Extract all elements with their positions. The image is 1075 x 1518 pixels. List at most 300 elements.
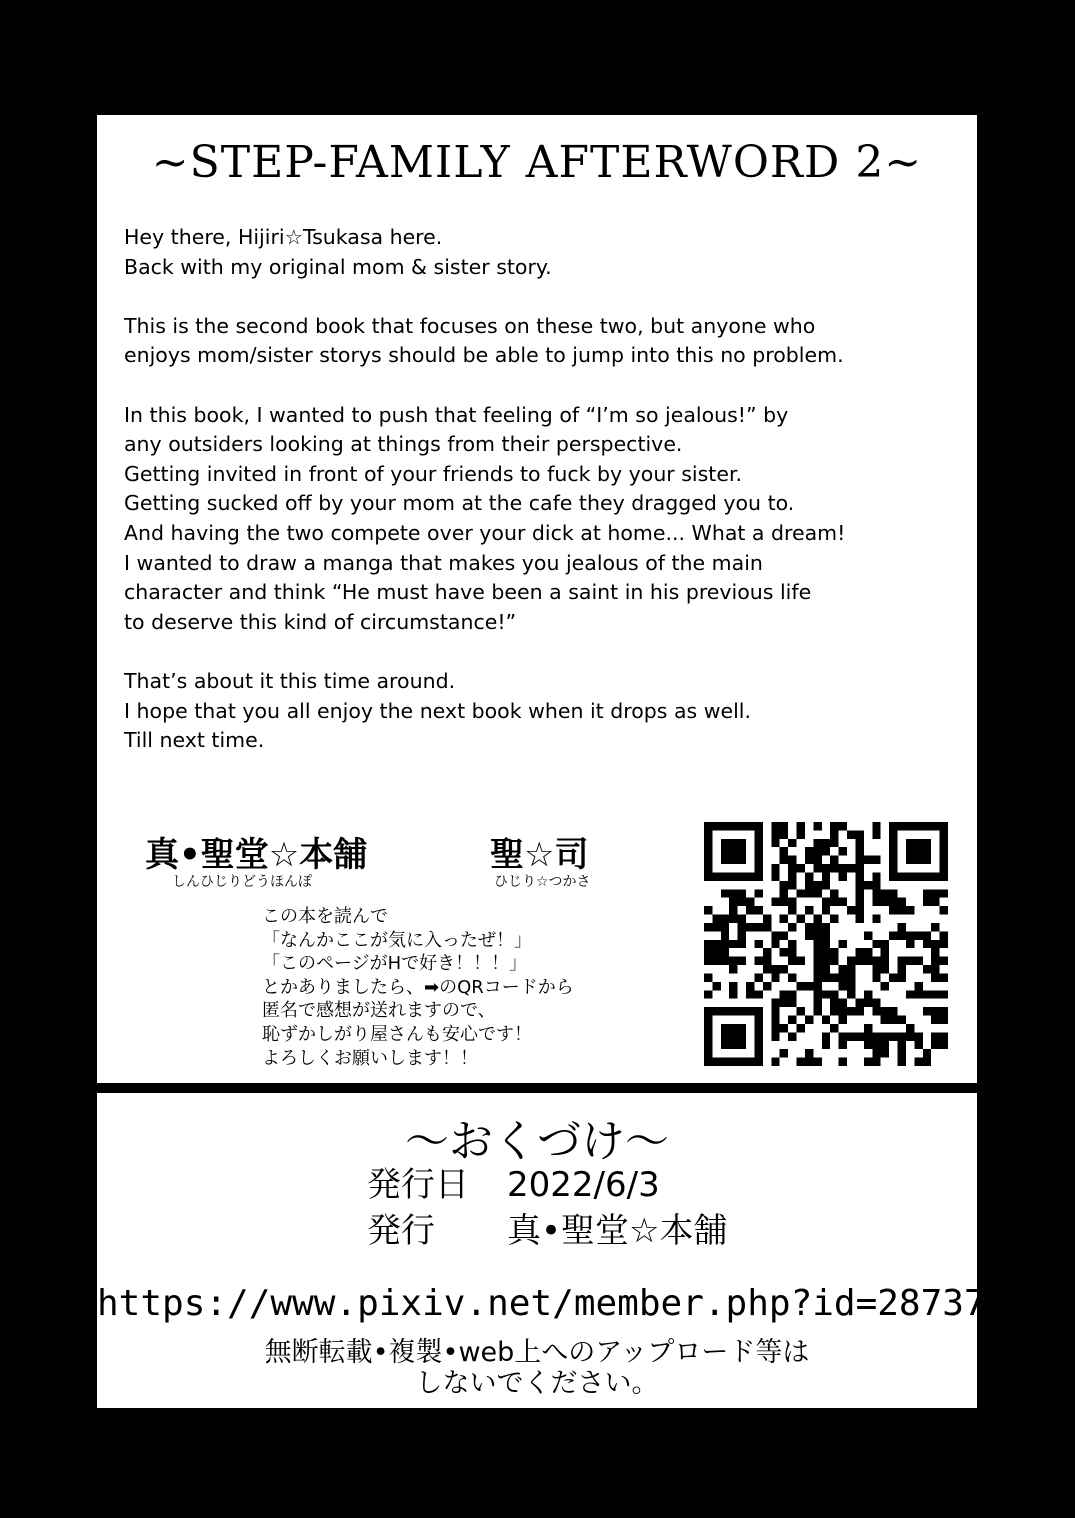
qr-module (771, 965, 779, 973)
qr-module (914, 1041, 922, 1049)
qr-module (754, 1016, 762, 1024)
qr-module (704, 1041, 712, 1049)
qr-module (830, 864, 838, 872)
qr-module (931, 940, 939, 948)
qr-module (754, 906, 762, 914)
qr-module (898, 906, 906, 914)
qr-module (763, 923, 771, 931)
qr-module (788, 881, 796, 889)
qr-module (923, 1058, 931, 1066)
qr-module (780, 990, 788, 998)
paragraph-2 (124, 312, 954, 371)
qr-module (898, 1041, 906, 1049)
qr-module (864, 1041, 872, 1049)
qr-module (830, 957, 838, 965)
qr-module (721, 948, 729, 956)
qr-module (889, 906, 897, 914)
qr-module (830, 839, 838, 847)
qr-module (822, 965, 830, 973)
qr-code-icon[interactable] (704, 822, 948, 1066)
qr-module (940, 973, 948, 981)
qr-module (738, 931, 746, 939)
qr-module (839, 999, 847, 1007)
qr-module (721, 1041, 729, 1049)
message-line: この本を読んで (262, 906, 388, 927)
qr-module (864, 881, 872, 889)
qr-module (754, 822, 762, 830)
qr-module (780, 898, 788, 906)
qr-module (822, 1016, 830, 1024)
qr-module (830, 948, 838, 956)
qr-module (780, 915, 788, 923)
qr-module (721, 839, 729, 847)
qr-module (822, 881, 830, 889)
qr-module (822, 872, 830, 880)
qr-module (754, 872, 762, 880)
qr-module (923, 847, 931, 855)
qr-module (746, 1058, 754, 1066)
qr-module (940, 847, 948, 855)
qr-module (771, 1007, 779, 1015)
qr-module (839, 940, 847, 948)
qr-module (839, 1058, 847, 1066)
qr-module (721, 856, 729, 864)
qr-module (813, 923, 821, 931)
qr-module (847, 957, 855, 965)
qr-module (931, 923, 939, 931)
body-line: I hope that you all enjoy the next book when it drops as well. (124, 698, 752, 723)
qr-module (788, 839, 796, 847)
qr-module (704, 856, 712, 864)
qr-module (813, 915, 821, 923)
qr-module (788, 948, 796, 956)
qr-module (881, 1041, 889, 1049)
qr-module (839, 982, 847, 990)
qr-module (738, 889, 746, 897)
qr-module (704, 830, 712, 838)
qr-module (855, 847, 863, 855)
qr-module (940, 957, 948, 965)
qr-module (872, 957, 880, 965)
qr-module (914, 990, 922, 998)
qr-module (771, 940, 779, 948)
qr-module (729, 1007, 737, 1015)
qr-module (813, 973, 821, 981)
qr-module (704, 1058, 712, 1066)
message-line: 「なんかここが気に入ったぜ！」 (262, 929, 532, 951)
qr-module (839, 1041, 847, 1049)
qr-module (754, 856, 762, 864)
qr-module (889, 830, 897, 838)
qr-module (704, 990, 712, 998)
qr-module (813, 1007, 821, 1015)
qr-module (788, 872, 796, 880)
qr-module (872, 1041, 880, 1049)
qr-module (738, 856, 746, 864)
qr-module (889, 973, 897, 981)
qr-module (914, 931, 922, 939)
qr-module (847, 965, 855, 973)
qr-module (847, 830, 855, 838)
qr-module (729, 1058, 737, 1066)
colophon-panel (97, 1093, 986, 1408)
qr-module (788, 906, 796, 914)
qr-module (822, 1041, 830, 1049)
qr-module (813, 839, 821, 847)
qr-module (881, 1049, 889, 1057)
qr-module (721, 872, 729, 880)
qr-module (906, 822, 914, 830)
qr-module (712, 957, 720, 965)
qr-module (813, 864, 821, 872)
qr-module (889, 856, 897, 864)
qr-module (855, 999, 863, 1007)
qr-module (813, 982, 821, 990)
qr-module (754, 889, 762, 897)
qr-module (763, 982, 771, 990)
qr-module (881, 965, 889, 973)
qr-module (729, 940, 737, 948)
qr-module (738, 957, 746, 965)
qr-module (881, 982, 889, 990)
qr-module (729, 847, 737, 855)
qr-module (931, 1016, 939, 1024)
qr-module (797, 982, 805, 990)
publish-date-label: 発行日 (367, 1165, 469, 1205)
body-line: to deserve this kind of circumstance!” (124, 609, 517, 634)
qr-module (906, 906, 914, 914)
qr-module (940, 906, 948, 914)
qr-module (738, 1024, 746, 1032)
qr-module (855, 839, 863, 847)
body-line: Till next time. (124, 728, 265, 753)
qr-module (754, 923, 762, 931)
qr-module (771, 1058, 779, 1066)
qr-module (746, 990, 754, 998)
qr-feedback-message (262, 905, 574, 1070)
qr-module (780, 830, 788, 838)
qr-module (754, 940, 762, 948)
qr-module (839, 1032, 847, 1040)
qr-module (864, 931, 872, 939)
qr-module (830, 898, 838, 906)
qr-module (923, 965, 931, 973)
qr-module (805, 1016, 813, 1024)
publisher-row (367, 1203, 728, 1252)
qr-module (923, 856, 931, 864)
qr-module (923, 940, 931, 948)
qr-module (704, 1016, 712, 1024)
afterword-body (124, 223, 954, 785)
qr-module (780, 948, 788, 956)
body-line: any outsiders looking at things from their perspective. (124, 432, 683, 457)
qr-module (704, 923, 712, 931)
qr-module (780, 822, 788, 830)
qr-module (872, 830, 880, 838)
qr-module (712, 923, 720, 931)
qr-module (813, 957, 821, 965)
qr-module (805, 1049, 813, 1057)
qr-module (813, 1058, 821, 1066)
afterword-panel (97, 115, 977, 1083)
qr-module (780, 1024, 788, 1032)
qr-module (771, 864, 779, 872)
qr-module (738, 847, 746, 855)
qr-module (923, 990, 931, 998)
qr-module (940, 856, 948, 864)
qr-module (855, 864, 863, 872)
qr-module (847, 990, 855, 998)
qr-module (889, 1016, 897, 1024)
notice-line: しないでください。 (415, 1368, 659, 1399)
author-name-reading: ひじり☆つかさ (494, 874, 591, 890)
qr-module (914, 847, 922, 855)
qr-module (813, 990, 821, 998)
qr-module (738, 822, 746, 830)
qr-module (923, 898, 931, 906)
qr-module (830, 990, 838, 998)
circle-name: 真•聖堂☆本舗 (145, 835, 368, 875)
qr-module (805, 923, 813, 931)
qr-module (746, 923, 754, 931)
qr-module (704, 940, 712, 948)
qr-module (855, 948, 863, 956)
qr-module (771, 898, 779, 906)
qr-module (931, 872, 939, 880)
qr-module (771, 822, 779, 830)
qr-module (940, 1007, 948, 1015)
qr-module (763, 915, 771, 923)
qr-module (754, 830, 762, 838)
qr-module (805, 1058, 813, 1066)
qr-module (847, 973, 855, 981)
qr-module (855, 898, 863, 906)
qr-module (780, 881, 788, 889)
qr-module (864, 948, 872, 956)
qr-module (855, 957, 863, 965)
qr-module (822, 973, 830, 981)
qr-module (780, 1049, 788, 1057)
qr-module (889, 1032, 897, 1040)
colophon-title: 〜おくづけ〜 (405, 1116, 669, 1167)
qr-module (754, 1041, 762, 1049)
qr-module (864, 999, 872, 1007)
qr-module (780, 856, 788, 864)
qr-module (822, 864, 830, 872)
qr-module (872, 1007, 880, 1015)
qr-module (898, 957, 906, 965)
qr-module (729, 990, 737, 998)
qr-module (906, 1024, 914, 1032)
qr-module (754, 1007, 762, 1015)
qr-module (771, 839, 779, 847)
qr-module (788, 856, 796, 864)
qr-module (914, 839, 922, 847)
qr-module (738, 1007, 746, 1015)
qr-module (712, 822, 720, 830)
qr-module (906, 839, 914, 847)
qr-module (906, 872, 914, 880)
qr-module (721, 847, 729, 855)
qr-module (822, 906, 830, 914)
qr-module (721, 1007, 729, 1015)
qr-module (729, 1032, 737, 1040)
message-line: よろしくお願いします！！ (262, 1047, 478, 1069)
qr-module (914, 957, 922, 965)
qr-module (729, 906, 737, 914)
qr-module (738, 940, 746, 948)
qr-module (830, 822, 838, 830)
qr-module (805, 931, 813, 939)
qr-module (830, 856, 838, 864)
qr-module (813, 965, 821, 973)
qr-module (923, 822, 931, 830)
message-line: 「このページがHで好き！！！」 (262, 953, 528, 975)
qr-module (872, 1049, 880, 1057)
qr-module (864, 990, 872, 998)
qr-module (881, 1032, 889, 1040)
qr-module (704, 957, 712, 965)
qr-module (889, 822, 897, 830)
qr-module (931, 957, 939, 965)
qr-module (704, 1007, 712, 1015)
qr-module (898, 973, 906, 981)
qr-module (872, 915, 880, 923)
qr-module (797, 830, 805, 838)
qr-module (763, 957, 771, 965)
qr-module (780, 965, 788, 973)
qr-module (940, 822, 948, 830)
qr-module (914, 856, 922, 864)
qr-module (771, 931, 779, 939)
qr-module (923, 839, 931, 847)
qr-module (763, 948, 771, 956)
qr-module (729, 982, 737, 990)
qr-module (914, 1058, 922, 1066)
qr-module (855, 872, 863, 880)
qr-module (797, 889, 805, 897)
qr-module (872, 889, 880, 897)
qr-module (754, 1024, 762, 1032)
qr-module (940, 1016, 948, 1024)
qr-module (931, 1007, 939, 1015)
qr-module (729, 822, 737, 830)
qr-module (788, 957, 796, 965)
qr-module (889, 872, 897, 880)
qr-module (746, 1007, 754, 1015)
qr-module (788, 1016, 796, 1024)
qr-module (813, 847, 821, 855)
qr-module (830, 999, 838, 1007)
qr-module (813, 940, 821, 948)
qr-module (780, 999, 788, 1007)
body-line: I wanted to draw a manga that makes you jealous of the main (124, 550, 763, 575)
publish-date-value: 2022/6/3 (507, 1165, 660, 1205)
qr-module (881, 940, 889, 948)
qr-module (872, 1058, 880, 1066)
qr-module (721, 923, 729, 931)
qr-module (839, 965, 847, 973)
qr-module (721, 822, 729, 830)
qr-module (729, 889, 737, 897)
qr-module (847, 1032, 855, 1040)
pixiv-url-link[interactable]: https://www.pixiv.net/member.php?id=28737 (97, 1283, 986, 1324)
body-line: Back with my original mom & sister story. (124, 254, 552, 279)
qr-module (898, 931, 906, 939)
qr-module (780, 931, 788, 939)
qr-module (746, 906, 754, 914)
qr-module (754, 864, 762, 872)
qr-module (788, 923, 796, 931)
qr-module (721, 957, 729, 965)
qr-module (872, 856, 880, 864)
qr-module (788, 1032, 796, 1040)
qr-module (788, 973, 796, 981)
qr-module (881, 957, 889, 965)
qr-module (704, 864, 712, 872)
qr-module (704, 973, 712, 981)
qr-module (754, 990, 762, 998)
qr-module (805, 872, 813, 880)
qr-module (847, 906, 855, 914)
qr-module (712, 982, 720, 990)
qr-module (721, 1024, 729, 1032)
qr-module (738, 1041, 746, 1049)
qr-module (898, 1058, 906, 1066)
qr-module (940, 830, 948, 838)
qr-module (940, 839, 948, 847)
qr-module (906, 1032, 914, 1040)
qr-module (797, 915, 805, 923)
qr-module (721, 1058, 729, 1066)
publisher-value: 真•聖堂☆本舗 (507, 1211, 728, 1251)
qr-module (889, 847, 897, 855)
qr-module (822, 931, 830, 939)
qr-module (754, 847, 762, 855)
qr-module (704, 847, 712, 855)
qr-module (754, 973, 762, 981)
qr-module (931, 1041, 939, 1049)
qr-module (746, 982, 754, 990)
qr-module (839, 898, 847, 906)
message-line: 匿名で感想が送れますので、 (262, 1000, 496, 1022)
qr-module (855, 830, 863, 838)
qr-module (914, 822, 922, 830)
qr-module (881, 898, 889, 906)
qr-module (881, 1007, 889, 1015)
qr-module (822, 957, 830, 965)
qr-module (813, 931, 821, 939)
qr-module (721, 889, 729, 897)
qr-module (898, 923, 906, 931)
qr-module (940, 940, 948, 948)
qr-module (822, 923, 830, 931)
qr-module (889, 898, 897, 906)
qr-module (839, 847, 847, 855)
qr-module (771, 1024, 779, 1032)
qr-module (906, 847, 914, 855)
qr-module (771, 1032, 779, 1040)
qr-module (771, 830, 779, 838)
qr-module (855, 1007, 863, 1015)
qr-module (788, 999, 796, 1007)
qr-module (729, 839, 737, 847)
qr-module (872, 822, 880, 830)
qr-module (771, 973, 779, 981)
qr-module (771, 872, 779, 880)
qr-module (830, 973, 838, 981)
qr-module (898, 872, 906, 880)
